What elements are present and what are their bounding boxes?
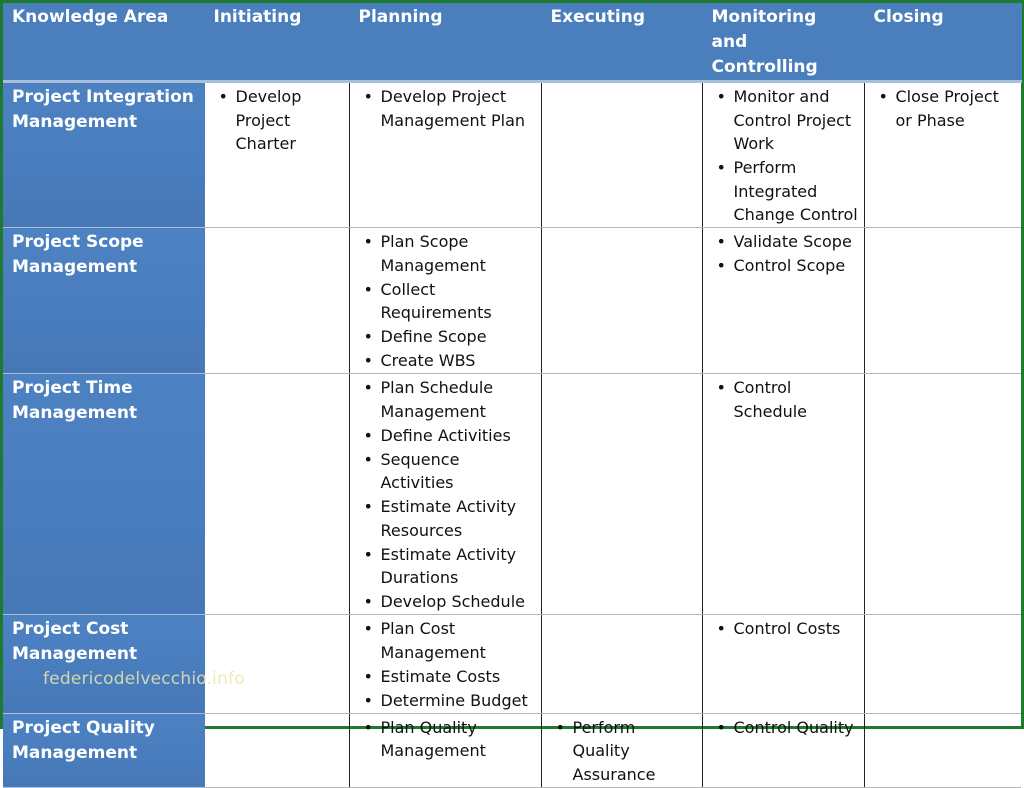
closing-cell [864,374,1021,615]
list-item: • Develop Schedule [362,590,537,614]
closing-cell [864,228,1021,374]
watermark-text: federicodelvecchio.info [43,669,245,689]
list-item: • Define Activities [362,424,537,448]
header-executing: Executing [541,3,702,82]
list-item: • Plan Cost Management [362,617,537,664]
monitoring-cell [702,82,864,228]
knowledge-area-label: Project Integration Management [3,82,204,228]
list-item: • Develop Project Charter [217,85,345,156]
initiating-cell [204,82,349,228]
planning-cell [349,713,541,787]
initiating-cell [204,374,349,615]
monitoring-cell [702,713,864,787]
table-row [3,228,1021,374]
executing-cell [541,228,702,374]
table-row [3,82,1021,228]
closing-cell [864,713,1021,787]
executing-cell [541,82,702,228]
header-planning: Planning [349,3,541,82]
knowledge-area-label: Project Time Management [3,374,204,615]
list-item: • Plan Quality Management [362,716,537,763]
header-initiating: Initiating [204,3,349,82]
knowledge-area-label: Project Cost Management [3,615,204,714]
monitoring-cell [702,615,864,714]
list-item: • Control Scope [715,254,860,278]
planning-cell [349,82,541,228]
list-item: • Sequence Activities [362,448,537,495]
initiating-cell [204,615,349,714]
list-item: • Perform Quality Assurance [554,716,698,787]
list-item: • Create WBS [362,349,537,373]
list-item: • Close Project or Phase [877,85,1018,132]
list-item: • Plan Schedule Management [362,376,537,423]
list-item: • Plan Scope Management [362,230,537,277]
executing-cell [541,615,702,714]
list-item: • Control Costs [715,617,860,641]
list-item: • Determine Budget [362,689,537,713]
list-item: • Define Scope [362,325,537,349]
list-item: • Estimate Costs [362,665,537,689]
monitoring-cell [702,374,864,615]
list-item: • Estimate Activity Resources [362,495,537,542]
closing-cell [864,82,1021,228]
header-row [3,3,1021,82]
header-monitoring-controlling: Monitoring and Controlling [702,3,864,82]
list-item: • Collect Requirements [362,278,537,325]
knowledge-area-process-table [3,3,1022,788]
header-closing: Closing [864,3,1021,82]
executing-cell [541,374,702,615]
initiating-cell [204,228,349,374]
header-knowledge-area: Knowledge Area [3,3,204,82]
list-item: • Perform Integrated Change Control [715,156,860,227]
table-row [3,615,1021,714]
list-item: • Control Schedule [715,376,860,423]
list-item: • Develop Project Management Plan [362,85,537,132]
table-row [3,374,1021,615]
executing-cell [541,713,702,787]
initiating-cell [204,713,349,787]
knowledge-area-label: Project Scope Management [3,228,204,374]
monitoring-cell [702,228,864,374]
list-item: • Control Quality [715,716,860,740]
table-row [3,713,1021,787]
list-item: • Estimate Activity Durations [362,543,537,590]
knowledge-area-label: Project Quality Management [3,713,204,787]
planning-cell [349,374,541,615]
planning-cell [349,615,541,714]
list-item: • Validate Scope [715,230,860,254]
list-item: • Monitor and Control Project Work [715,85,860,156]
planning-cell [349,228,541,374]
closing-cell [864,615,1021,714]
